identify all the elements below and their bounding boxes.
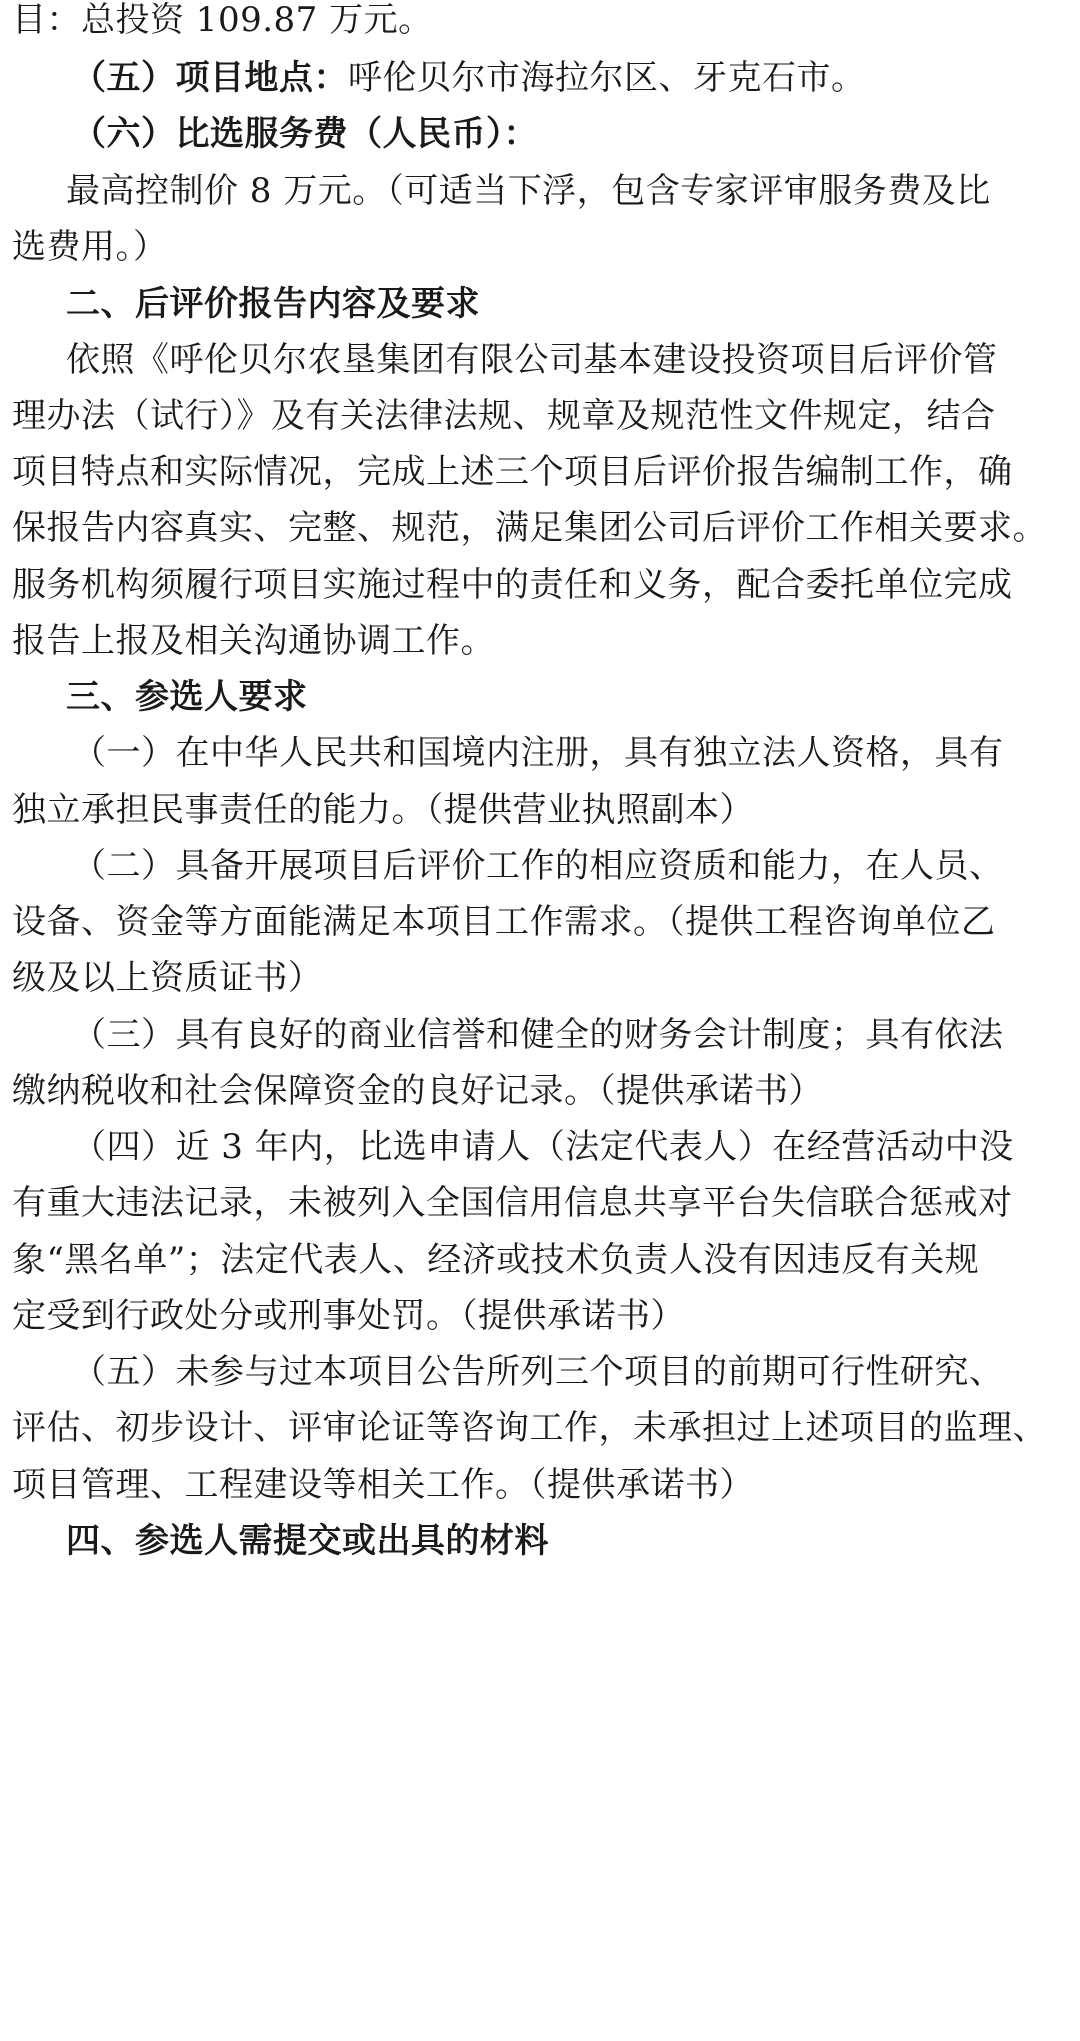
- paragraph-line: 目：总投资 109.87 万元。: [12, 0, 433, 40]
- paragraph-line: （四）近 3 年内，比选申请人（法定代表人）在经营活动中没: [72, 1127, 1014, 1167]
- paragraph-line: 项目管理、工程建设等相关工作。（提供承诺书）: [12, 1465, 754, 1505]
- paragraph-line: 有重大违法记录，未被列入全国信用信息共享平台失信联合惩戒对: [12, 1183, 1013, 1223]
- paragraph-line: 定受到行政处分或刑事处罚。（提供承诺书）: [12, 1296, 685, 1336]
- paragraph-line: 设备、资金等方面能满足本项目工作需求。（提供工程咨询单位乙: [12, 902, 996, 942]
- paragraph-line: 理办法（试行）》及有关法律法规、规章及规范性文件规定，结合: [12, 396, 996, 436]
- paragraph-line: 独立承担民事责任的能力。（提供营业执照副本）: [12, 790, 754, 830]
- paragraph-line: （五）未参与过本项目公告所列三个项目的前期可行性研究、: [72, 1352, 1004, 1392]
- paragraph-line: （一）在中华人民共和国境内注册，具有独立法人资格，具有: [72, 733, 1004, 773]
- project-location-value: 呼伦贝尔市海拉尔区、牙克石市。: [348, 58, 866, 98]
- project-location-label: （五）项目地点：: [72, 58, 348, 98]
- paragraph-line: 选费用。）: [12, 227, 168, 267]
- paragraph-line: 评估、初步设计、评审论证等咨询工作，未承担过上述项目的监理、: [12, 1408, 1047, 1448]
- paragraph-line: 象“黑名单”；法定代表人、经济或技术负责人没有因违反有关规: [12, 1240, 980, 1280]
- section-heading-3: 三、参选人要求: [66, 677, 308, 717]
- paragraph-line: 报告上报及相关沟通协调工作。: [12, 621, 495, 661]
- service-fee-heading: （六）比选服务费（人民币）：: [72, 114, 538, 154]
- paragraph-line: （三）具有良好的商业信誉和健全的财务会计制度；具有依法: [72, 1015, 1004, 1055]
- paragraph-line: 缴纳税收和社会保障资金的良好记录。（提供承诺书）: [12, 1071, 823, 1111]
- paragraph-line: 服务机构须履行项目实施过程中的责任和义务，配合委托单位完成: [12, 565, 1013, 605]
- paragraph-line: （二）具备开展项目后评价工作的相应资质和能力，在人员、: [72, 846, 1004, 886]
- paragraph-line: 保报告内容真实、完整、规范，满足集团公司后评价工作相关要求。: [12, 508, 1047, 548]
- paragraph-line: 级及以上资质证书）: [12, 958, 323, 998]
- project-location-line: [72, 48, 866, 108]
- paragraph-line: 项目特点和实际情况，完成上述三个项目后评价报告编制工作，确: [12, 452, 1013, 492]
- paragraph-line: 依照《呼伦贝尔农垦集团有限公司基本建设投资项目后评价管: [66, 340, 998, 380]
- section-heading-2: 二、后评价报告内容及要求: [66, 284, 480, 324]
- paragraph-line: 最高控制价 8 万元。（可适当下浮，包含专家评审服务费及比: [66, 171, 991, 211]
- section-heading-4: 四、参选人需提交或出具的材料: [66, 1521, 549, 1561]
